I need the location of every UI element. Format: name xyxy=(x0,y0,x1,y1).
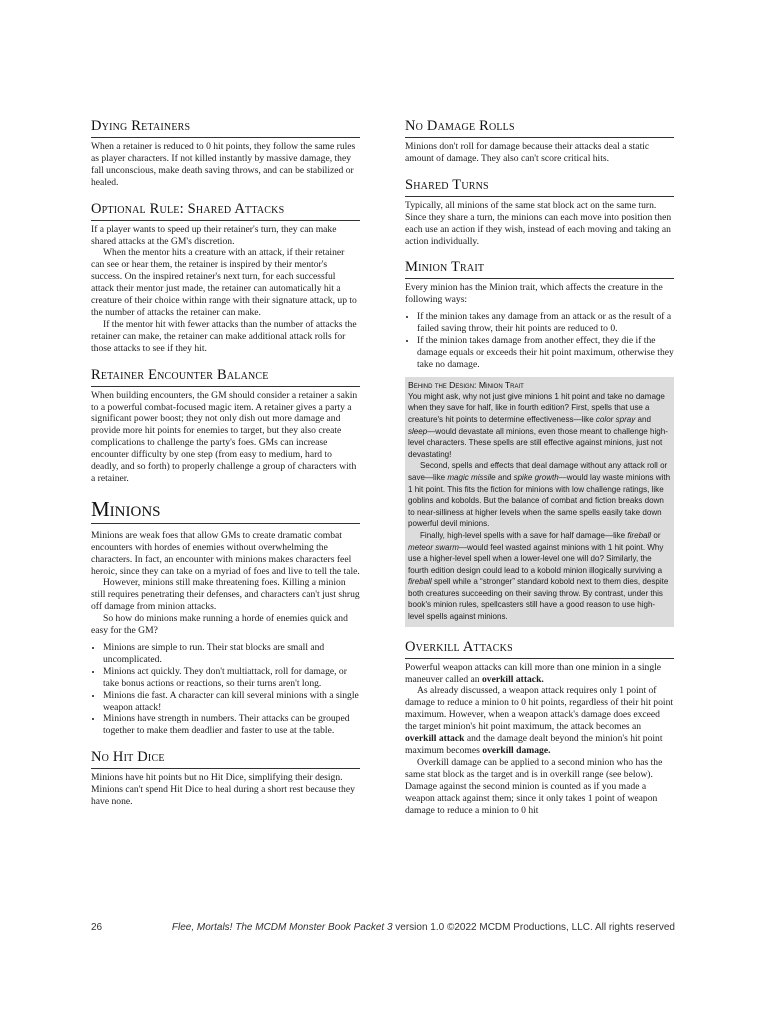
list-item: • If the minion takes any damage from an attack or as the result of a failed saving throw, their hit points are reduced to 0. xyxy=(417,311,674,335)
paragraph: Minions are weak foes that allow GMs to create dramatic combat encounters with hordes of enemies without overwhelming the characters. In fact, an encounter with minions makes characters feel heroic, since they can take on a myriad of foes and live to tell the tale. xyxy=(91,529,360,577)
section-minions xyxy=(91,497,360,737)
text-run: You might ask, why not just give minions 1 hit point and take no damage when they save for half, like in fourth edition? First, spells that use a creature's hit points to determine effectiveness—like xyxy=(408,391,665,424)
sidebar-paragraph xyxy=(408,530,671,623)
section-overkill-attacks xyxy=(405,639,674,817)
heading-minions: Minions xyxy=(91,497,360,524)
paragraph: Typically, all minions of the same stat block act on the same turn. Since they share a turn, the minions can each move into position then each use an action if they wish, instead of each moving and taking an action individually. xyxy=(405,199,672,247)
text-run: and xyxy=(495,472,514,482)
page-number: 26 xyxy=(91,922,103,933)
trait-bullet-list xyxy=(405,311,674,371)
paragraph: Every minion has the Minion trait, which affects the creature in the following ways: xyxy=(405,282,663,306)
spell-name: meteor swarm xyxy=(408,542,459,552)
text-run: Second, spells and effects that deal damage without any attack roll or save—like xyxy=(408,461,668,482)
section-optional-rule xyxy=(91,201,360,355)
paragraph: Overkill damage can be applied to a second minion who has the same stat block as the target and is in overkill range (see below). Damage against the second minion is counted as if you made a weapon attack against them; since it only takes 1 point of weapon damage to reduce a minion to 0 hit xyxy=(405,756,663,816)
heading-retainer-encounter-balance: Retainer Encounter Balance xyxy=(91,367,360,387)
paragraph xyxy=(405,662,674,686)
sidebar-title: Behind the Design: Minion Trait xyxy=(408,379,524,390)
heading-optional-rule: Optional Rule: Shared Attacks xyxy=(91,201,360,221)
section-dying-retainers xyxy=(91,118,360,189)
copyright-text: version 1.0 ©2022 MCDM Productions, LLC. All rights reserved xyxy=(392,922,675,933)
spell-name: spike growth xyxy=(513,472,559,482)
paragraph: Minions don't roll for damage because their attacks deal a static amount of damage. They also can't score critical hits. xyxy=(405,141,650,164)
section-retainer-encounter-balance xyxy=(91,367,360,485)
text-run: Powerful weapon attacks can kill more than one minion in a single maneuver called an xyxy=(405,661,662,685)
bold-term: overkill attack. xyxy=(481,673,544,685)
text-run: —would lay waste minions with 1 hit point. This fits the fiction for minions with low challenge ratings, like goblins and kobolds. But the balance of combat and fiction breaks down to near-silliness at higher levels when the same spells easily take down powerful devil minions. xyxy=(408,472,671,529)
paragraph: If the mentor hit with fewer attacks than the number of attacks the retainer can make, the retainer can make additional attack rolls for those attacks to see if they hit. xyxy=(91,318,357,354)
text-run: Finally, high-level spells with a save for half damage—like xyxy=(420,530,628,540)
sidebar-paragraph xyxy=(408,460,671,530)
text-run: and the damage dealt beyond the minion's hit point maximum becomes xyxy=(405,733,663,756)
left-column xyxy=(91,118,360,820)
sidebar-paragraph xyxy=(408,391,671,461)
heading-no-hit-dice: No Hit Dice xyxy=(91,749,360,769)
text-run: or xyxy=(651,530,661,540)
text-run: —would feel wasted against minions with 1 hit point. Why use a higher-level spell when a lower-level one will do? Similarly, the fourth edition design could lead to a kobold minion illogically surviving a xyxy=(408,542,664,575)
sidebar-behind-the-design xyxy=(405,377,674,627)
spell-name: sleep xyxy=(408,426,428,436)
spell-name: magic missile xyxy=(447,472,496,482)
section-no-hit-dice xyxy=(91,749,360,808)
list-item: • Minions are simple to run. Their stat blocks are small and uncomplicated. xyxy=(103,642,360,666)
text-run: spell while a “stronger” standard kobold next to them dies, despite both creatures succeeding on their saving throw. By contrast, under this book's minion rules, spellcasters still have a good reason to use high-level spells against minions. xyxy=(408,577,669,622)
heading-shared-turns: Shared Turns xyxy=(405,177,674,197)
minion-bullet-list xyxy=(91,642,360,737)
spell-name: fireball xyxy=(627,530,652,540)
spell-name: fireball xyxy=(408,577,432,587)
section-shared-turns xyxy=(405,177,674,248)
paragraph: When the mentor hits a creature with an attack, if their retainer can see or hear them, the retainer is inspired by their mentor's success. On the inspired retainer's next turn, for each successful attack their mentor just made, the retainer can automatically hit a creature of their choice within range with their signature attack, up to the number of attacks the retainer can make. xyxy=(91,247,357,318)
paragraph: When building encounters, the GM should consider a retainer a sakin to a powerful combat-focused magic item. A retainer gives a party a significant power boost; they not only dish out more damage and provide more hit points for enemies to target, but they also create complications to challenge the party's foes. GMs can increase encounter difficulty by one step (from easy to medium, hard to deadly, and so forth) to properly challenge a group of characters with a retainer. xyxy=(91,389,358,484)
bold-term: overkill damage. xyxy=(482,745,551,756)
text-run: —would devastate all minions, even those meant to challenge high-level characters. These spells are still effective against minions, just not devastating! xyxy=(408,426,668,459)
list-item: • Minions die fast. A character can kill several minions with a single weapon attack! xyxy=(103,690,360,714)
spell-name: color spray xyxy=(595,414,636,424)
paragraph: When a retainer is reduced to 0 hit points, they follow the same rules as player characters. If not killed instantly by massive damage, they fall unconscious, make death saving throws, and can be stabilized or healed. xyxy=(91,141,356,188)
text-run: and xyxy=(635,414,651,424)
paragraph: Minions have hit points but no Hit Dice, simplifying their design. Minions can't spend Hit Dice to heal during a short rest because they have none. xyxy=(91,772,355,808)
right-column xyxy=(405,118,674,828)
section-minion-trait xyxy=(405,259,674,370)
heading-no-damage-rolls: No Damage Rolls xyxy=(405,118,674,138)
heading-dying-retainers: Dying Retainers xyxy=(91,118,360,138)
text-run: As already discussed, a weapon attack requires only 1 point of damage to reduce a minion to 0 hit points, regardless of their hit point maximum. However, when a weapon attack's damage does exceed the target minion's hit point maximum, the attack becomes an xyxy=(405,685,674,733)
list-item: • Minions act quickly. They don't multiattack, roll for damage, or take bonus actions or reactions, so their turns aren't long. xyxy=(103,666,360,690)
paragraph: However, minions still make threatening foes. Killing a minion still requires penetrating their defenses, and characters can't just shrug off damage from minion attacks. xyxy=(91,577,360,613)
heading-minion-trait: Minion Trait xyxy=(405,259,674,279)
copyright-line xyxy=(172,922,675,933)
heading-overkill-attacks: Overkill Attacks xyxy=(405,639,674,659)
paragraph xyxy=(405,685,674,756)
paragraph: So how do minions make running a horde of enemies quick and easy for the GM? xyxy=(91,613,348,637)
bold-term: overkill attack xyxy=(405,733,465,745)
list-item: • Minions have strength in numbers. Their attacks can be grouped together to make them deadlier and faster to use at the table. xyxy=(103,713,360,737)
paragraph: If a player wants to speed up their retainer's turn, they can make shared attacks at the GM's discretion. xyxy=(91,223,337,247)
list-item: • If the minion takes damage from another effect, they die if the damage equals or exceeds their hit point maximum, otherwise they take no damage. xyxy=(417,335,674,371)
book-title: Flee, Mortals! The MCDM Monster Book Packet 3 xyxy=(171,922,393,933)
section-no-damage-rolls xyxy=(405,118,674,165)
